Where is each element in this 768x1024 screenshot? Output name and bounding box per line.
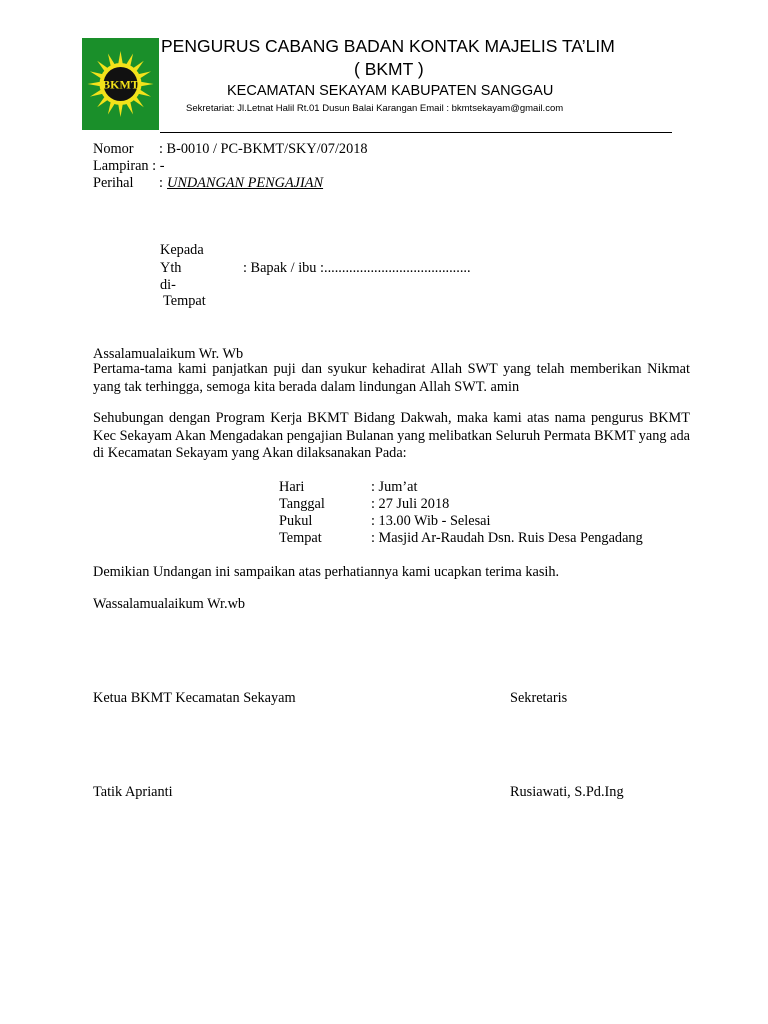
detail-label: Hari: [279, 479, 305, 495]
header-divider: [160, 132, 672, 133]
signature-right-title: Sekretaris: [510, 690, 568, 706]
recipient-kepada: Kepada: [160, 242, 204, 258]
recipient-di: di-: [160, 277, 176, 293]
header-title-line1: PENGURUS CABANG BADAN KONTAK MAJELIS TA’LIM: [161, 36, 615, 56]
nomor-value: : B-0010 / PC-BKMT/SKY/07/2018: [159, 141, 368, 157]
farewell: Wassalamualaikum Wr.wb: [93, 596, 246, 612]
lampiran: Lampiran : -: [93, 158, 165, 174]
greeting: Assalamualaikum Wr. Wb: [93, 346, 244, 362]
recipient-yth-value: : Bapak / ibu :.........................................: [243, 260, 471, 276]
detail-value: : Jum’at: [371, 479, 418, 495]
paragraph-intro: Pertama-tama kami panjatkan puji dan syukur kehadirat Allah SWT yang telah memberikan Nikmat yang tak terhingga, semoga kita berada dalam lindungan Allah SWT. amin: [93, 361, 690, 395]
perihal-colon: :: [159, 175, 163, 191]
perihal-label: Perihal: [93, 175, 134, 191]
detail-value: : Masjid Ar-Raudah Dsn. Ruis Desa Pengadang: [371, 530, 643, 546]
signature-left-name: Tatik Aprianti: [93, 784, 173, 800]
header-subtitle: KECAMATAN SEKAYAM KABUPATEN SANGGAU: [227, 83, 554, 99]
detail-value: : 13.00 Wib - Selesai: [371, 513, 491, 529]
recipient-yth: Yth: [160, 260, 182, 276]
signature-right-name: Rusiawati, S.Pd.Ing: [510, 784, 624, 800]
header-address: Sekretariat: Jl.Letnat Halil Rt.01 Dusun Balai Karangan Email : bkmtsekayam@gmail.com: [186, 103, 564, 114]
detail-label: Pukul: [279, 513, 313, 529]
closing-sentence: Demikian Undangan ini sampaikan atas perhatiannya kami ucapkan terima kasih.: [93, 564, 560, 580]
paragraph-announcement: Sehubungan dengan Program Kerja BKMT Bidang Dakwah, maka kami atas nama pengurus BKMT Kec Sekayam Akan Mengadakan pengajian Bulanan yang melibatkan Seluruh Permata BKMT yang ada di Kecamatan Sekayam yang Akan dilaksanakan Pada:: [93, 410, 690, 461]
recipient-tempat: Tempat: [163, 293, 206, 309]
nomor-label: Nomor: [93, 141, 134, 157]
detail-label: Tempat: [279, 530, 322, 546]
bkmt-logo: [82, 38, 159, 130]
perihal-value: UNDANGAN PENGAJIAN: [167, 175, 324, 191]
detail-label: Tanggal: [279, 496, 325, 512]
signature-left-title: Ketua BKMT Kecamatan Sekayam: [93, 690, 296, 706]
detail-value: : 27 Juli 2018: [371, 496, 450, 512]
logo-text: BKMT: [102, 77, 139, 92]
header-title-line2: ( BKMT ): [354, 59, 424, 79]
